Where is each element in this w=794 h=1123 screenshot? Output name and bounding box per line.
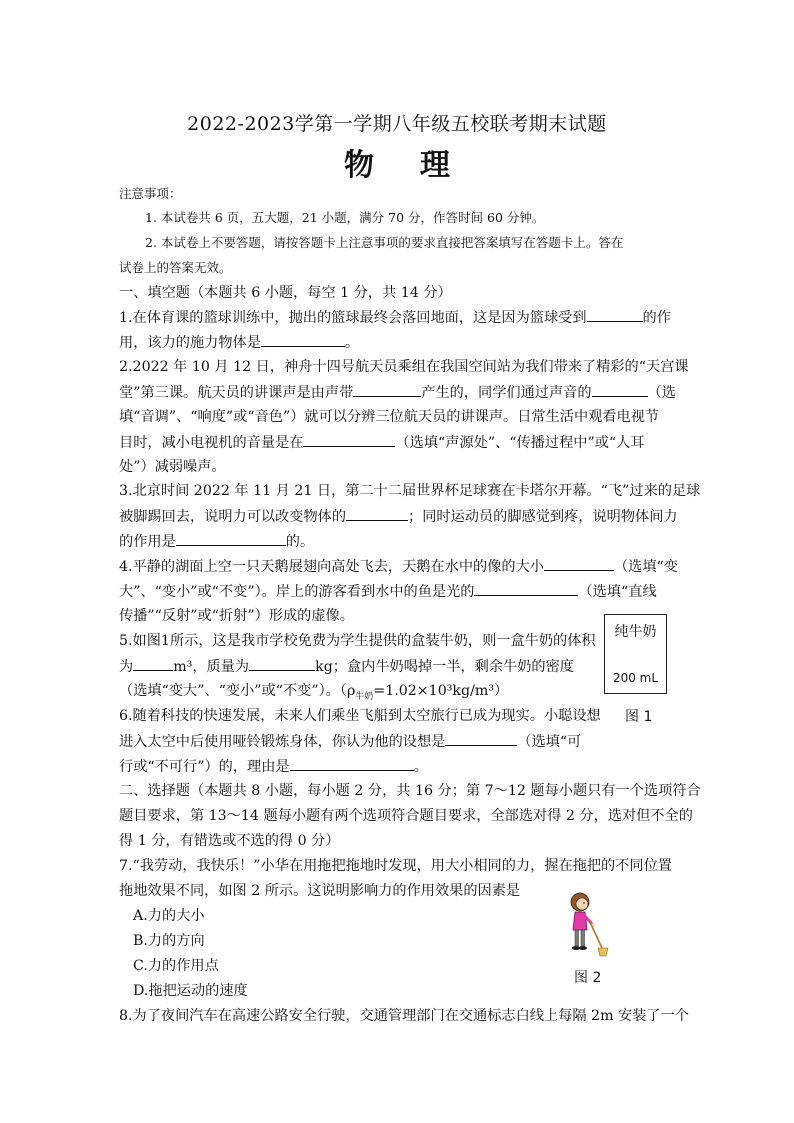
answer-blank: [474, 581, 578, 596]
figure-1-caption: 图 1: [625, 709, 653, 725]
question-4-line-3: 传播”“反射”或“折射”）形成的虚像。: [119, 608, 354, 624]
question-3-line-2: [119, 506, 678, 527]
q2-text-b: 产生的，同学们通过声音的: [421, 385, 592, 401]
question-3-line-1: 3.北京时间 2022 年 11 月 21 日，第二十二届世界杯足球赛在卡塔尔开幕。“飞”过来的足球: [119, 483, 701, 499]
q2-text-c: （选: [647, 385, 676, 401]
q3-text-b: ；同时运动员的脚感觉到疼，说明物体间力: [408, 509, 678, 525]
milk-volume: 200 mL: [612, 671, 659, 685]
q5-text-c: kg；盒内牛奶喝掉一半，剩余牛奶的密度: [315, 659, 574, 675]
question-2-line-3: 填“音调”、“响度”或“音色”）就可以分辨三位航天员的讲课声。日常生活中观看电视节: [119, 409, 660, 425]
question-3-line-3: [119, 531, 314, 552]
q5-text-a: 为: [119, 659, 134, 675]
q4-text-c: 大”、“变小”或“不变”）。岸上的游客看到水中的鱼是光的: [119, 584, 475, 600]
question-5-line-2: [119, 656, 574, 677]
question-4-line-2: [119, 581, 657, 602]
question-8-line-1: 8.为了夜间汽车在高速公路安全行驶，交通管理部门在交通标志白线上每隔 2m 安装了一个: [119, 1008, 689, 1024]
answer-blank: [346, 506, 408, 521]
question-4-line-1: [119, 556, 678, 577]
q5-text-b: m³，质量为: [173, 659, 250, 675]
q4-text-d: （选填“直线: [578, 584, 657, 600]
section-1-heading: 一、填空题（本题共 6 小题，每空 1 分，共 14 分）: [119, 285, 452, 301]
answer-blank: [587, 307, 643, 322]
q7-option-d: D.拖把运动的速度: [133, 983, 248, 999]
density-subscript: 牛奶: [355, 691, 374, 702]
question-7-line-1: 7.“我劳动，我快乐！”小华在用拖把拖地时发现，用大小相同的力，握在拖把的不同位置: [119, 858, 672, 874]
note-1: 1. 本试卷共 6 页，五大题，21 小题，满分 70 分，作答时间 60 分钟。: [145, 210, 545, 225]
answer-blank: [592, 382, 648, 397]
question-1-line-2: [119, 332, 359, 353]
question-1-line-1: [119, 307, 671, 328]
q4-text-b: （选填“变: [613, 559, 678, 575]
question-5-line-1: 5.如图1所示，这是我市学校免费为学生提供的盒装牛奶，则一盒牛奶的体积: [119, 633, 596, 649]
subject-title: 物理: [344, 148, 496, 183]
q2-text-e: （选填“声源处”、“传播过程中”或“人耳: [395, 435, 645, 451]
q2-text-a: 堂”第三课。航天员的讲课声是由声带: [119, 385, 354, 401]
answer-blank: [249, 656, 315, 671]
answer-blank: [290, 756, 414, 771]
answer-blank: [445, 731, 517, 746]
q6-text-a: 进入太空中后使用哑铃锻炼身体，你认为他的设想是: [119, 734, 446, 750]
q3-text-a: 被脚踢回去，说明力可以改变物体的: [119, 509, 347, 525]
question-2-line-4: [119, 432, 645, 453]
exam-title: 2022-2023学第一学期八年级五校联考期末试题: [187, 113, 607, 135]
question-2-line-1: 2.2022 年 10 月 12 日，神舟十四号航天员乘组在我国空间站为我们带来了精彩的“天宫课: [119, 359, 689, 375]
question-5-line-3: [119, 681, 508, 707]
q1-text-d: 。: [344, 335, 360, 351]
q6-text-b: （选填“可: [517, 734, 582, 750]
note-2a: 2. 本试卷上不要答题，请按答题卡上注意事项的要求直接把答案填写在答题卡上。答在: [145, 235, 624, 250]
question-6-line-3: [119, 756, 428, 777]
question-6-line-1: 6.随着科技的快速发展，未来人们乘坐飞船到太空旅行已成为现实。小聪设想: [119, 708, 601, 724]
answer-blank: [353, 382, 421, 397]
section-2-line-3: 得 1 分，有错选或不选的得 0 分）: [119, 833, 340, 849]
section-2-line-1: 二、选择题（本题共 8 小题，每小题 2 分，共 16 分；第 7～12 题每小题只有一个选项符合: [119, 783, 701, 799]
q6-text-c: 行或“不可行”）的，理由是: [119, 759, 290, 775]
q6-text-d: 。: [413, 759, 428, 775]
milk-carton-figure: [604, 614, 667, 694]
answer-blank: [133, 656, 173, 671]
note-2b: 试卷上的答案无效。: [119, 260, 232, 275]
q7-option-b: B.力的方向: [133, 933, 205, 949]
q4-text-a: 4.平静的湖面上空一只天鹅展翅向高处飞去，天鹅在水中的像的大小: [119, 559, 544, 575]
answer-blank: [544, 556, 614, 571]
q1-text-a: 1.在体育课的篮球训练中，抛出的篮球最终会落回地面，这是因为篮球受到: [119, 310, 587, 326]
question-7-line-2: 拖地效果不同，如图 2 所示。这说明影响力的作用效果的因素是: [119, 883, 521, 899]
figure-2-caption: 图 2: [574, 970, 602, 986]
question-6-line-2: [119, 731, 581, 752]
q3-text-d: 的。: [285, 534, 315, 550]
milk-label: 纯牛奶: [614, 624, 657, 640]
section-2-line-2: 题目要求，第 13～14 题每小题有两个选项符合题目要求，全部选对得 2 分，选对但不全的: [119, 808, 693, 824]
q7-option-c: C.力的作用点: [133, 958, 219, 974]
notes-heading: 注意事项：: [119, 186, 182, 201]
q1-text-b: 的作: [642, 310, 671, 326]
question-2-line-2: [119, 382, 676, 403]
answer-blank: [176, 531, 286, 546]
girl-mopping-figure: [556, 890, 618, 962]
q3-text-c: 的作用是: [119, 534, 176, 550]
answer-blank: [261, 332, 345, 347]
q5-text-d: （选填“变大”、“变小”或“不变”）。（ρ: [119, 683, 356, 699]
q1-text-c: 用，该力的施力物体是: [119, 335, 261, 351]
question-2-line-5: 处”）减弱噪声。: [119, 459, 226, 475]
q2-text-d: 目时，减小电视机的音量是在: [119, 435, 304, 451]
q7-option-a: A.力的大小: [133, 908, 205, 924]
answer-blank: [303, 432, 395, 447]
q5-text-e: =1.02×10³kg/m³）: [373, 683, 509, 699]
